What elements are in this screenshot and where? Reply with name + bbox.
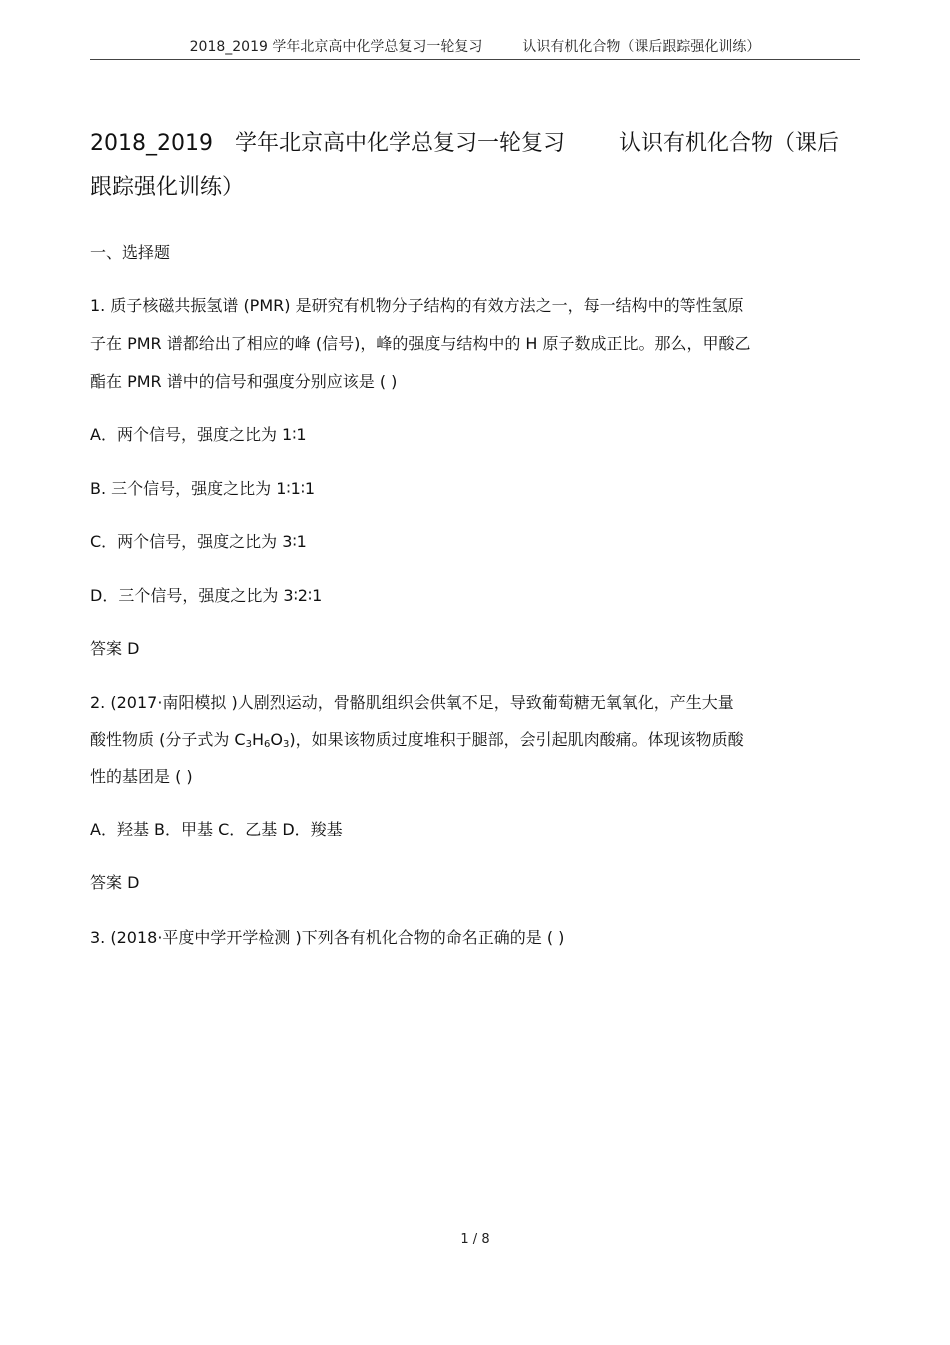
section-heading: 一、选择题 bbox=[90, 243, 171, 262]
title-part-1: 2018_2019 学年北京高中化学总复习一轮复习 bbox=[90, 131, 565, 156]
question-2-line-2 bbox=[90, 730, 744, 750]
question-1-option-c: C．两个信号，强度之比为 3∶1 bbox=[90, 532, 307, 551]
question-1-line-2: 子在 PMR 谱都给出了相应的峰 (信号)，峰的强度与结构中的 H 原子数成正比。那么，甲酸乙 bbox=[90, 334, 751, 353]
question-2-answer: 答案 D bbox=[90, 873, 140, 892]
q2-line2-pre: 酸性物质 (分子式为 C bbox=[90, 730, 246, 749]
document-title bbox=[90, 122, 860, 210]
running-header-right: 认识有机化合物（课后跟踪强化训练） bbox=[522, 39, 761, 55]
question-1-option-d: D．三个信号，强度之比为 3∶2∶1 bbox=[90, 586, 323, 605]
question-3-line-1: 3. (2018·平度中学开学检测 )下列各有机化合物的命名正确的是 ( ) bbox=[90, 928, 565, 947]
q2-sub-2: 6 bbox=[264, 739, 271, 750]
question-2-options: A．羟基 B．甲基 C．乙基 D．羧基 bbox=[90, 820, 343, 839]
question-1-option-a: A．两个信号，强度之比为 1∶1 bbox=[90, 425, 307, 444]
q2-sub-3: 3 bbox=[282, 739, 290, 750]
running-header bbox=[90, 36, 860, 56]
header-rule bbox=[90, 59, 860, 60]
q2-sub-1: 3 bbox=[245, 739, 252, 750]
question-1-line-1: 1. 质子核磁共振氢谱 (PMR) 是研究有机物分子结构的有效方法之一，每一结构中的等性氢原 bbox=[90, 296, 744, 315]
question-2-line-3: 性的基团是 ( ) bbox=[90, 767, 193, 786]
question-1-option-b: B. 三个信号，强度之比为 1∶1∶1 bbox=[90, 479, 316, 498]
running-header-left: 2018_2019 学年北京高中化学总复习一轮复习 bbox=[189, 39, 483, 55]
question-1-line-3: 酯在 PMR 谱中的信号和强度分别应该是 ( ) bbox=[90, 372, 398, 391]
q2-line2-post: )，如果该物质过度堆积于腿部，会引起肌肉酸痛。体现该物质酸 bbox=[289, 730, 744, 749]
question-1-answer: 答案 D bbox=[90, 639, 140, 658]
q2-h: H bbox=[251, 730, 264, 749]
title-part-2: 认识有机化合物（课后跟踪强化训练） bbox=[90, 131, 839, 200]
question-2-line-1: 2. (2017·南阳模拟 )人剧烈运动，骨骼肌组织会供氧不足，导致葡萄糖无氧氧化，产生大量 bbox=[90, 693, 734, 712]
page-number: 1 / 8 bbox=[460, 1232, 490, 1247]
q2-o: O bbox=[270, 730, 283, 749]
